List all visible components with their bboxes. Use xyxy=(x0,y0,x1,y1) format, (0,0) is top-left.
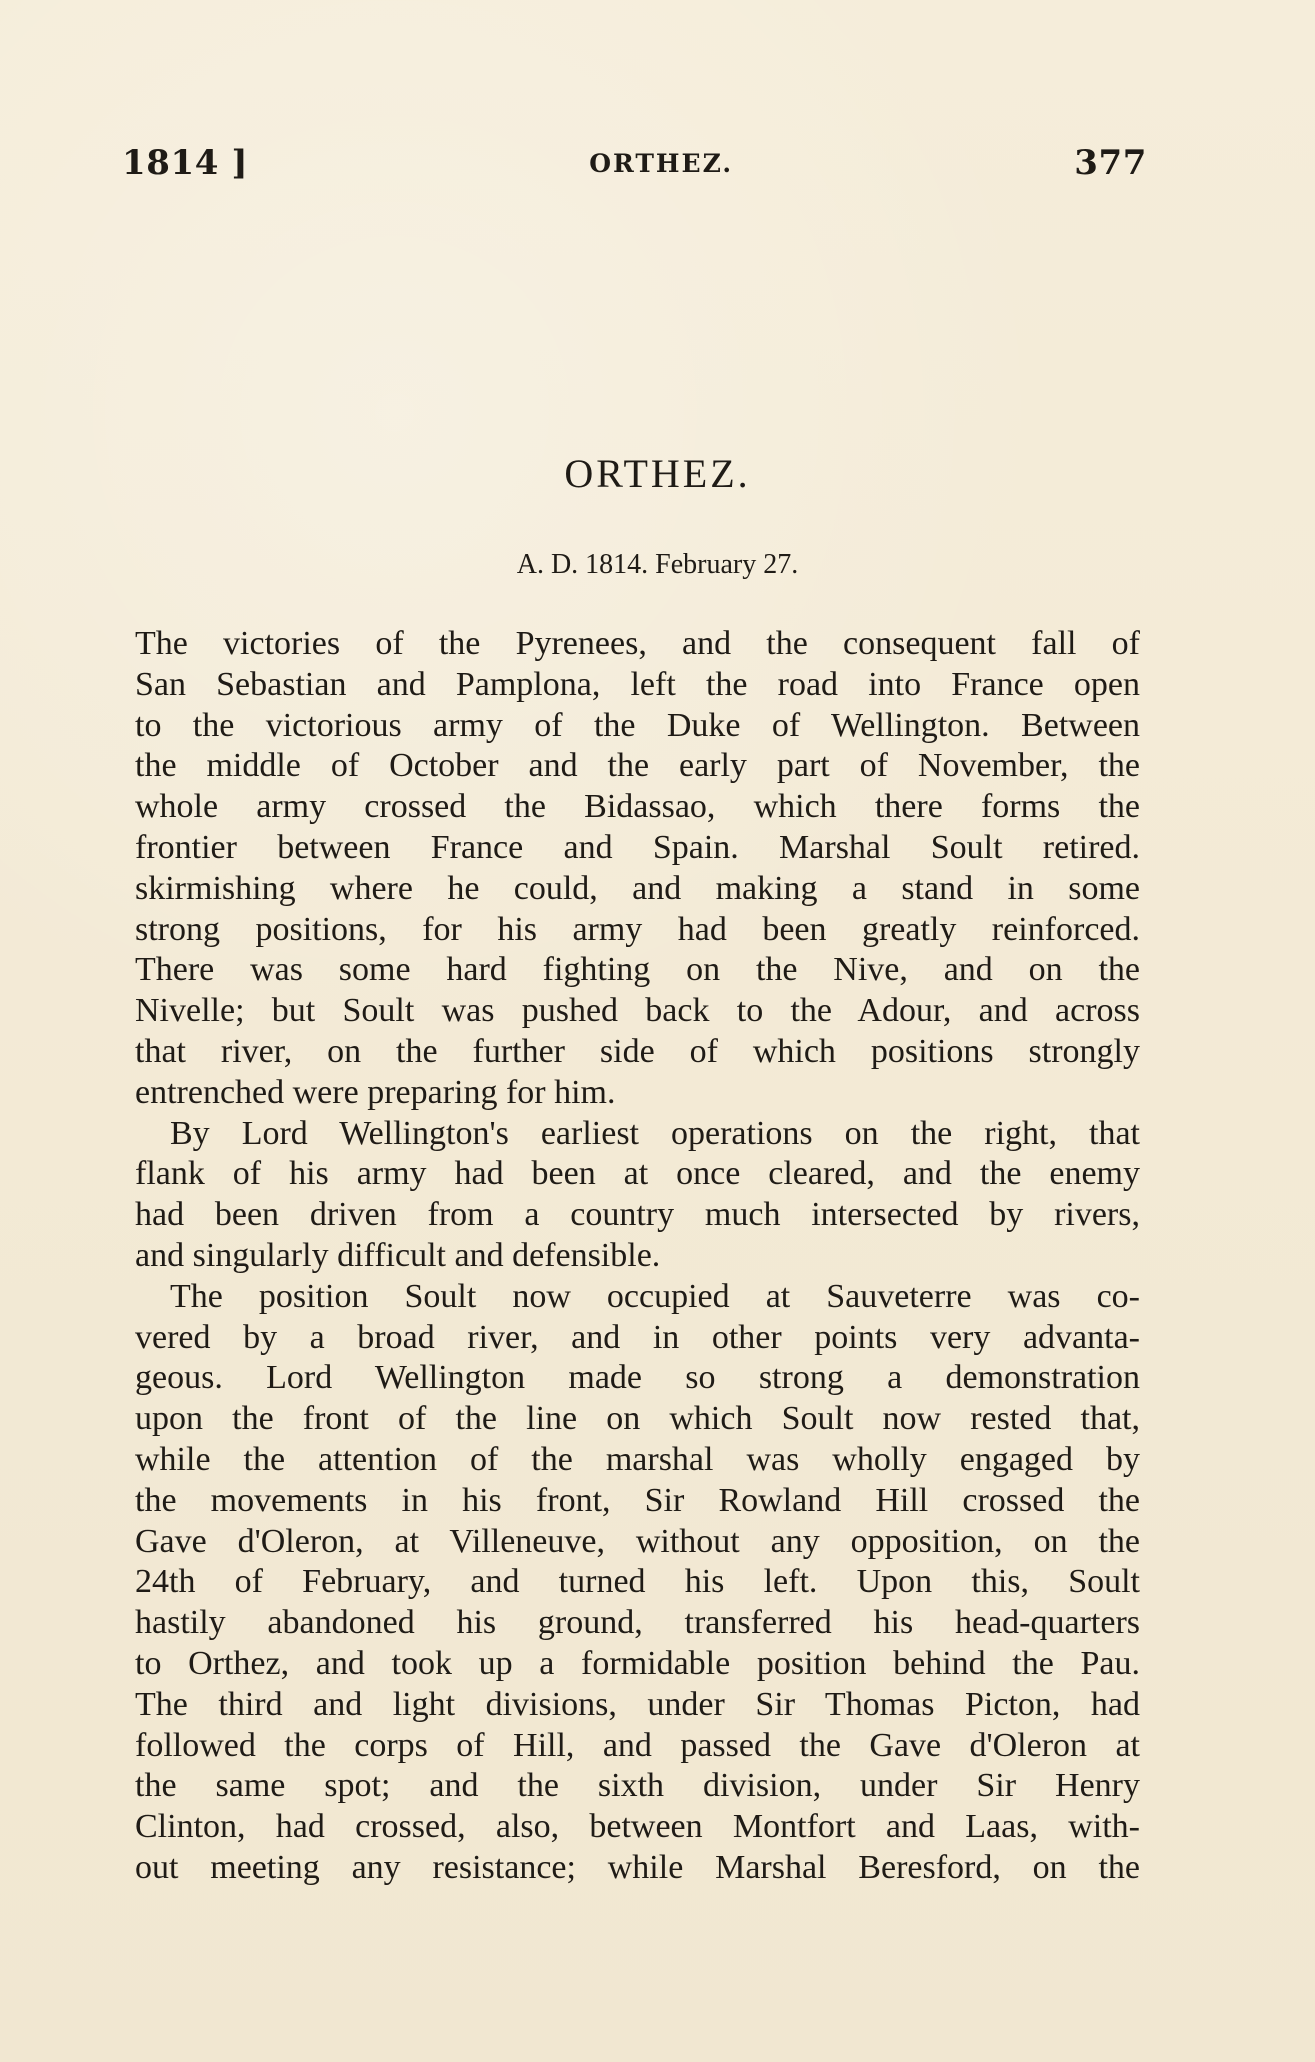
text-line: and singularly difficult and defensible. xyxy=(135,1236,661,1274)
page-number: 377 xyxy=(1074,143,1147,183)
text-line: There was some hard fighting on the Nive, and on the xyxy=(135,951,1140,989)
text-line: the middle of October and the early part of November, the xyxy=(135,747,1140,785)
text-line: frontier between France and Spain. Marshal Soult retired. xyxy=(135,828,1140,866)
text-line: 24th of February, and turned his left. Upon this, Soult xyxy=(135,1563,1140,1601)
text-line: had been driven from a country much intersected by rivers, xyxy=(135,1196,1140,1234)
body-text xyxy=(135,624,1140,1889)
text-line: vered by a broad river, and in other points very advanta- xyxy=(135,1318,1140,1356)
text-line: strong positions, for his army had been greatly reinforced. xyxy=(135,910,1140,948)
text-line: The third and light divisions, under Sir Thomas Picton, had xyxy=(135,1685,1140,1723)
text-line: Clinton, had crossed, also, between Montfort and Laas, with- xyxy=(135,1808,1140,1846)
text-line: flank of his army had been at once cleared, and the enemy xyxy=(135,1155,1140,1193)
text-line: while the attention of the marshal was wholly engaged by xyxy=(135,1440,1140,1478)
header-year: 1814 ] xyxy=(122,143,249,183)
text-line: whole army crossed the Bidassao, which there forms the xyxy=(135,788,1140,826)
text-line: entrenched were preparing for him. xyxy=(135,1073,616,1111)
text-line: to Orthez, and took up a formidable position behind the Pau. xyxy=(135,1644,1140,1682)
text-line: the same spot; and the sixth division, under Sir Henry xyxy=(135,1767,1140,1805)
text-line: that river, on the further side of which positions strongly xyxy=(135,1032,1140,1070)
text-line: San Sebastian and Pamplona, left the road into France open xyxy=(135,665,1140,703)
text-line: Gave d'Oleron, at Villeneuve, without any opposition, on the xyxy=(135,1522,1140,1560)
text-line: followed the corps of Hill, and passed the Gave d'Oleron at xyxy=(135,1726,1140,1764)
running-header xyxy=(122,138,1147,188)
text-line: upon the front of the line on which Soult now rested that, xyxy=(135,1400,1140,1438)
text-line: Nivelle; but Soult was pushed back to the Adour, and across xyxy=(135,992,1140,1030)
text-line: to the victorious army of the Duke of Wellington. Between xyxy=(135,706,1140,744)
chapter-title: ORTHEZ. xyxy=(564,451,751,496)
text-line: skirmishing where he could, and making a stand in some xyxy=(135,869,1140,907)
chapter-date: A. D. 1814. February 27. xyxy=(516,549,799,580)
text-line: the movements in his front, Sir Rowland Hill crossed the xyxy=(135,1481,1140,1519)
text-line: The position Soult now occupied at Sauveterre was co- xyxy=(170,1277,1140,1315)
text-line: out meeting any resistance; while Marshal Beresford, on the xyxy=(135,1848,1140,1886)
text-line: hastily abandoned his ground, transferred his head-quarters xyxy=(135,1604,1140,1642)
header-title: ORTHEZ. xyxy=(589,148,734,178)
text-line: The victories of the Pyrenees, and the consequent fall of xyxy=(135,625,1140,662)
text-line: By Lord Wellington's earliest operations on the right, that xyxy=(170,1114,1140,1152)
text-line: geous. Lord Wellington made so strong a demonstration xyxy=(135,1359,1140,1397)
